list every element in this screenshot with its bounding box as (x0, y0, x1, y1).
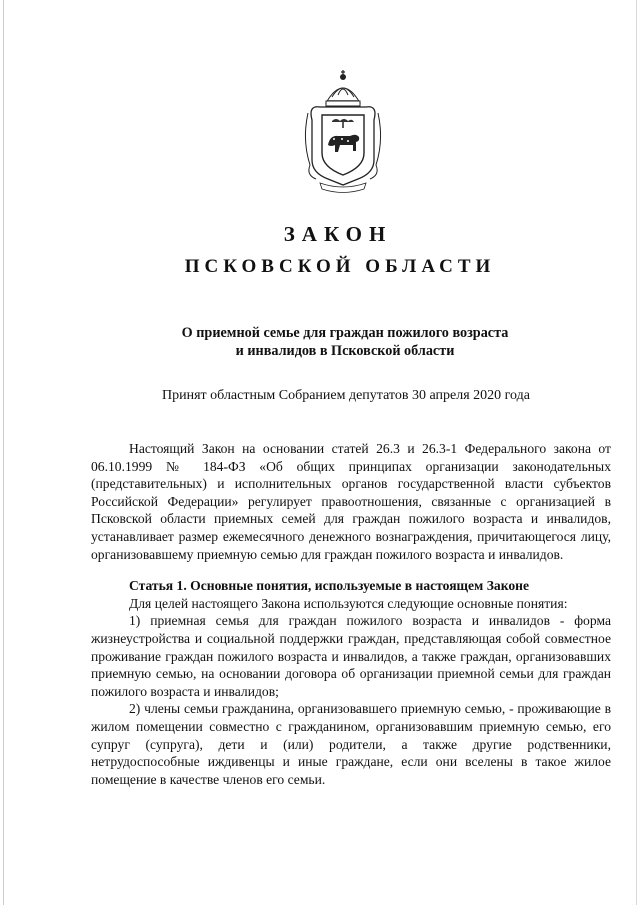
article-1-heading: Статья 1. Основные понятия, используемые в настоящем Законе (129, 578, 530, 594)
scan-edge-right (636, 0, 637, 905)
coat-of-arms-icon (298, 65, 388, 195)
article-1-item-2: 2) члены семьи гражданина, организовавшего приемную семью, - проживающие в жилом помещении совместно с гражданином, организовавшим приемную семью, его супруг (супруга), дети и (или) родители, а также другие родственники, нетрудоспособные иждивенцы и иные граждане, если они вселены в такое жилое помещение в качестве членов его семьи. (91, 701, 611, 787)
document-region: ПСКОВСКОЙ ОБЛАСТИ (184, 256, 496, 277)
preamble-paragraph: Настоящий Закон на основании статей 26.3 и 26.3-1 Федерального закона от 06.10.1999 № 184-ФЗ «Об общих принципах организации законодательных (представительных) и исполнительных органов государственной власти субъектов Российской Федерации» регулирует правоотношения, связанные с организацией в Псковской области приемных семей для граждан пожилого возраста и инвалидов, устанавливает размер ежемесячного денежного вознаграждения, причитающегося лицу, организовавшему приемную семью для граждан пожилого возраста и инвалидов. (91, 441, 611, 562)
article-1-intro: Для целей настоящего Закона используются следующие основные понятия: (129, 595, 568, 611)
scan-edge-left (3, 0, 4, 905)
law-subject (0, 324, 640, 360)
article-1-item-1: 1) приемная семья для граждан пожилого возраста и инвалидов - форма жизнеустройства и социальной поддержки граждан, представляющая собой совместное проживание граждан пожилого возраста и инвалидов, а также граждан, организовавших приемную семью, на основании договора об организации приемной семьи для граждан пожилого возраста и инвалидов; (91, 613, 611, 699)
adoption-note: Принят областным Собранием депутатов 30 апреля 2020 года (162, 388, 530, 403)
law-subject-line2: и инвалидов в Псковской области (235, 343, 455, 359)
law-subject-line1: О приемной семье для граждан пожилого возраста (181, 325, 509, 341)
document-body (91, 440, 611, 788)
document-title: ЗАКОН (283, 222, 393, 246)
